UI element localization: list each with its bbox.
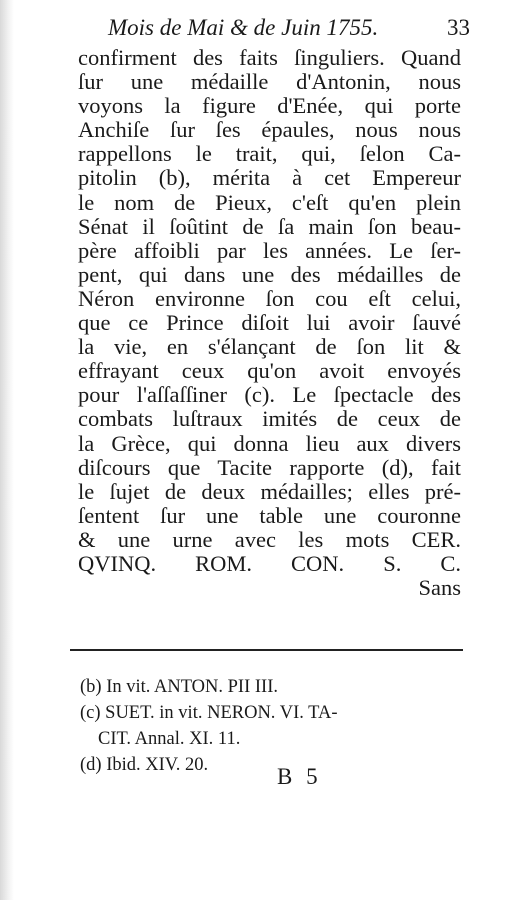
text-line: la Grèce, qui donna lieu aux divers bbox=[78, 430, 461, 456]
text-line: effrayant ceux qu'on avoit envoyés bbox=[78, 358, 461, 384]
text-line: rappellons le trait, qui, ſelon Ca- bbox=[78, 141, 461, 167]
body-text bbox=[78, 46, 461, 600]
text-line: combats luſtraux imités de ceux de bbox=[78, 406, 461, 432]
page-gutter-shadow bbox=[0, 0, 14, 900]
text-line: Anchiſe ſur ſes épaules, nous nous bbox=[78, 117, 461, 143]
signature-mark: B 5 bbox=[277, 764, 322, 789]
text-line: ſur une médaille d'Antonin, nous bbox=[78, 69, 461, 95]
text-line: la vie, en s'élançant de ſon lit & bbox=[78, 334, 461, 360]
page-number: 33 bbox=[447, 15, 470, 40]
running-title: Mois de Mai & de Juin 1755. bbox=[108, 15, 379, 40]
text-line: le nom de Pieux, c'eſt qu'en plein bbox=[78, 189, 461, 215]
text-line: pour l'aſſaſſiner (c). Le ſpectacle des bbox=[78, 382, 461, 408]
text-line: Néron environne ſon cou eſt celui, bbox=[78, 285, 461, 311]
footnote-d: (d) Ibid. XIV. 20. bbox=[80, 755, 209, 775]
text-line: père affoibli par les années. Le ſer- bbox=[78, 237, 461, 263]
text-line: QVINQ. ROM. CON. S. C. bbox=[78, 550, 461, 576]
footnotes bbox=[80, 674, 460, 778]
text-line: diſcours que Tacite rapporte (d), fait bbox=[78, 454, 461, 480]
text-line: le ſujet de deux médailles; elles pré- bbox=[78, 478, 461, 504]
footnote-c: (c) SUET. in vit. NERON. VI. TA- bbox=[80, 703, 338, 723]
text-line: voyons la figure d'Enée, qui porte bbox=[78, 93, 461, 119]
footnote-c-continued: CIT. Annal. XI. 11. bbox=[98, 729, 241, 749]
text-line: Sénat il ſoûtint de ſa main ſon beau- bbox=[78, 213, 461, 239]
text-line: pent, qui dans une des médailles de bbox=[78, 261, 461, 287]
text-line: que ce Prince diſoit lui avoir ſauvé bbox=[78, 310, 461, 336]
running-head bbox=[108, 15, 470, 41]
text-line: confirment des faits ſinguliers. Quand bbox=[78, 45, 461, 70]
text-line: ſentent ſur une table une couronne bbox=[78, 502, 461, 528]
text-line: pitolin (b), mérita à cet Empereur bbox=[78, 165, 461, 191]
footnote-b: (b) In vit. ANTON. PII III. bbox=[80, 677, 278, 697]
text-line: & une urne avec les mots CER. bbox=[78, 526, 461, 552]
footnote-rule bbox=[70, 649, 463, 651]
catchword: Sans bbox=[418, 575, 461, 601]
